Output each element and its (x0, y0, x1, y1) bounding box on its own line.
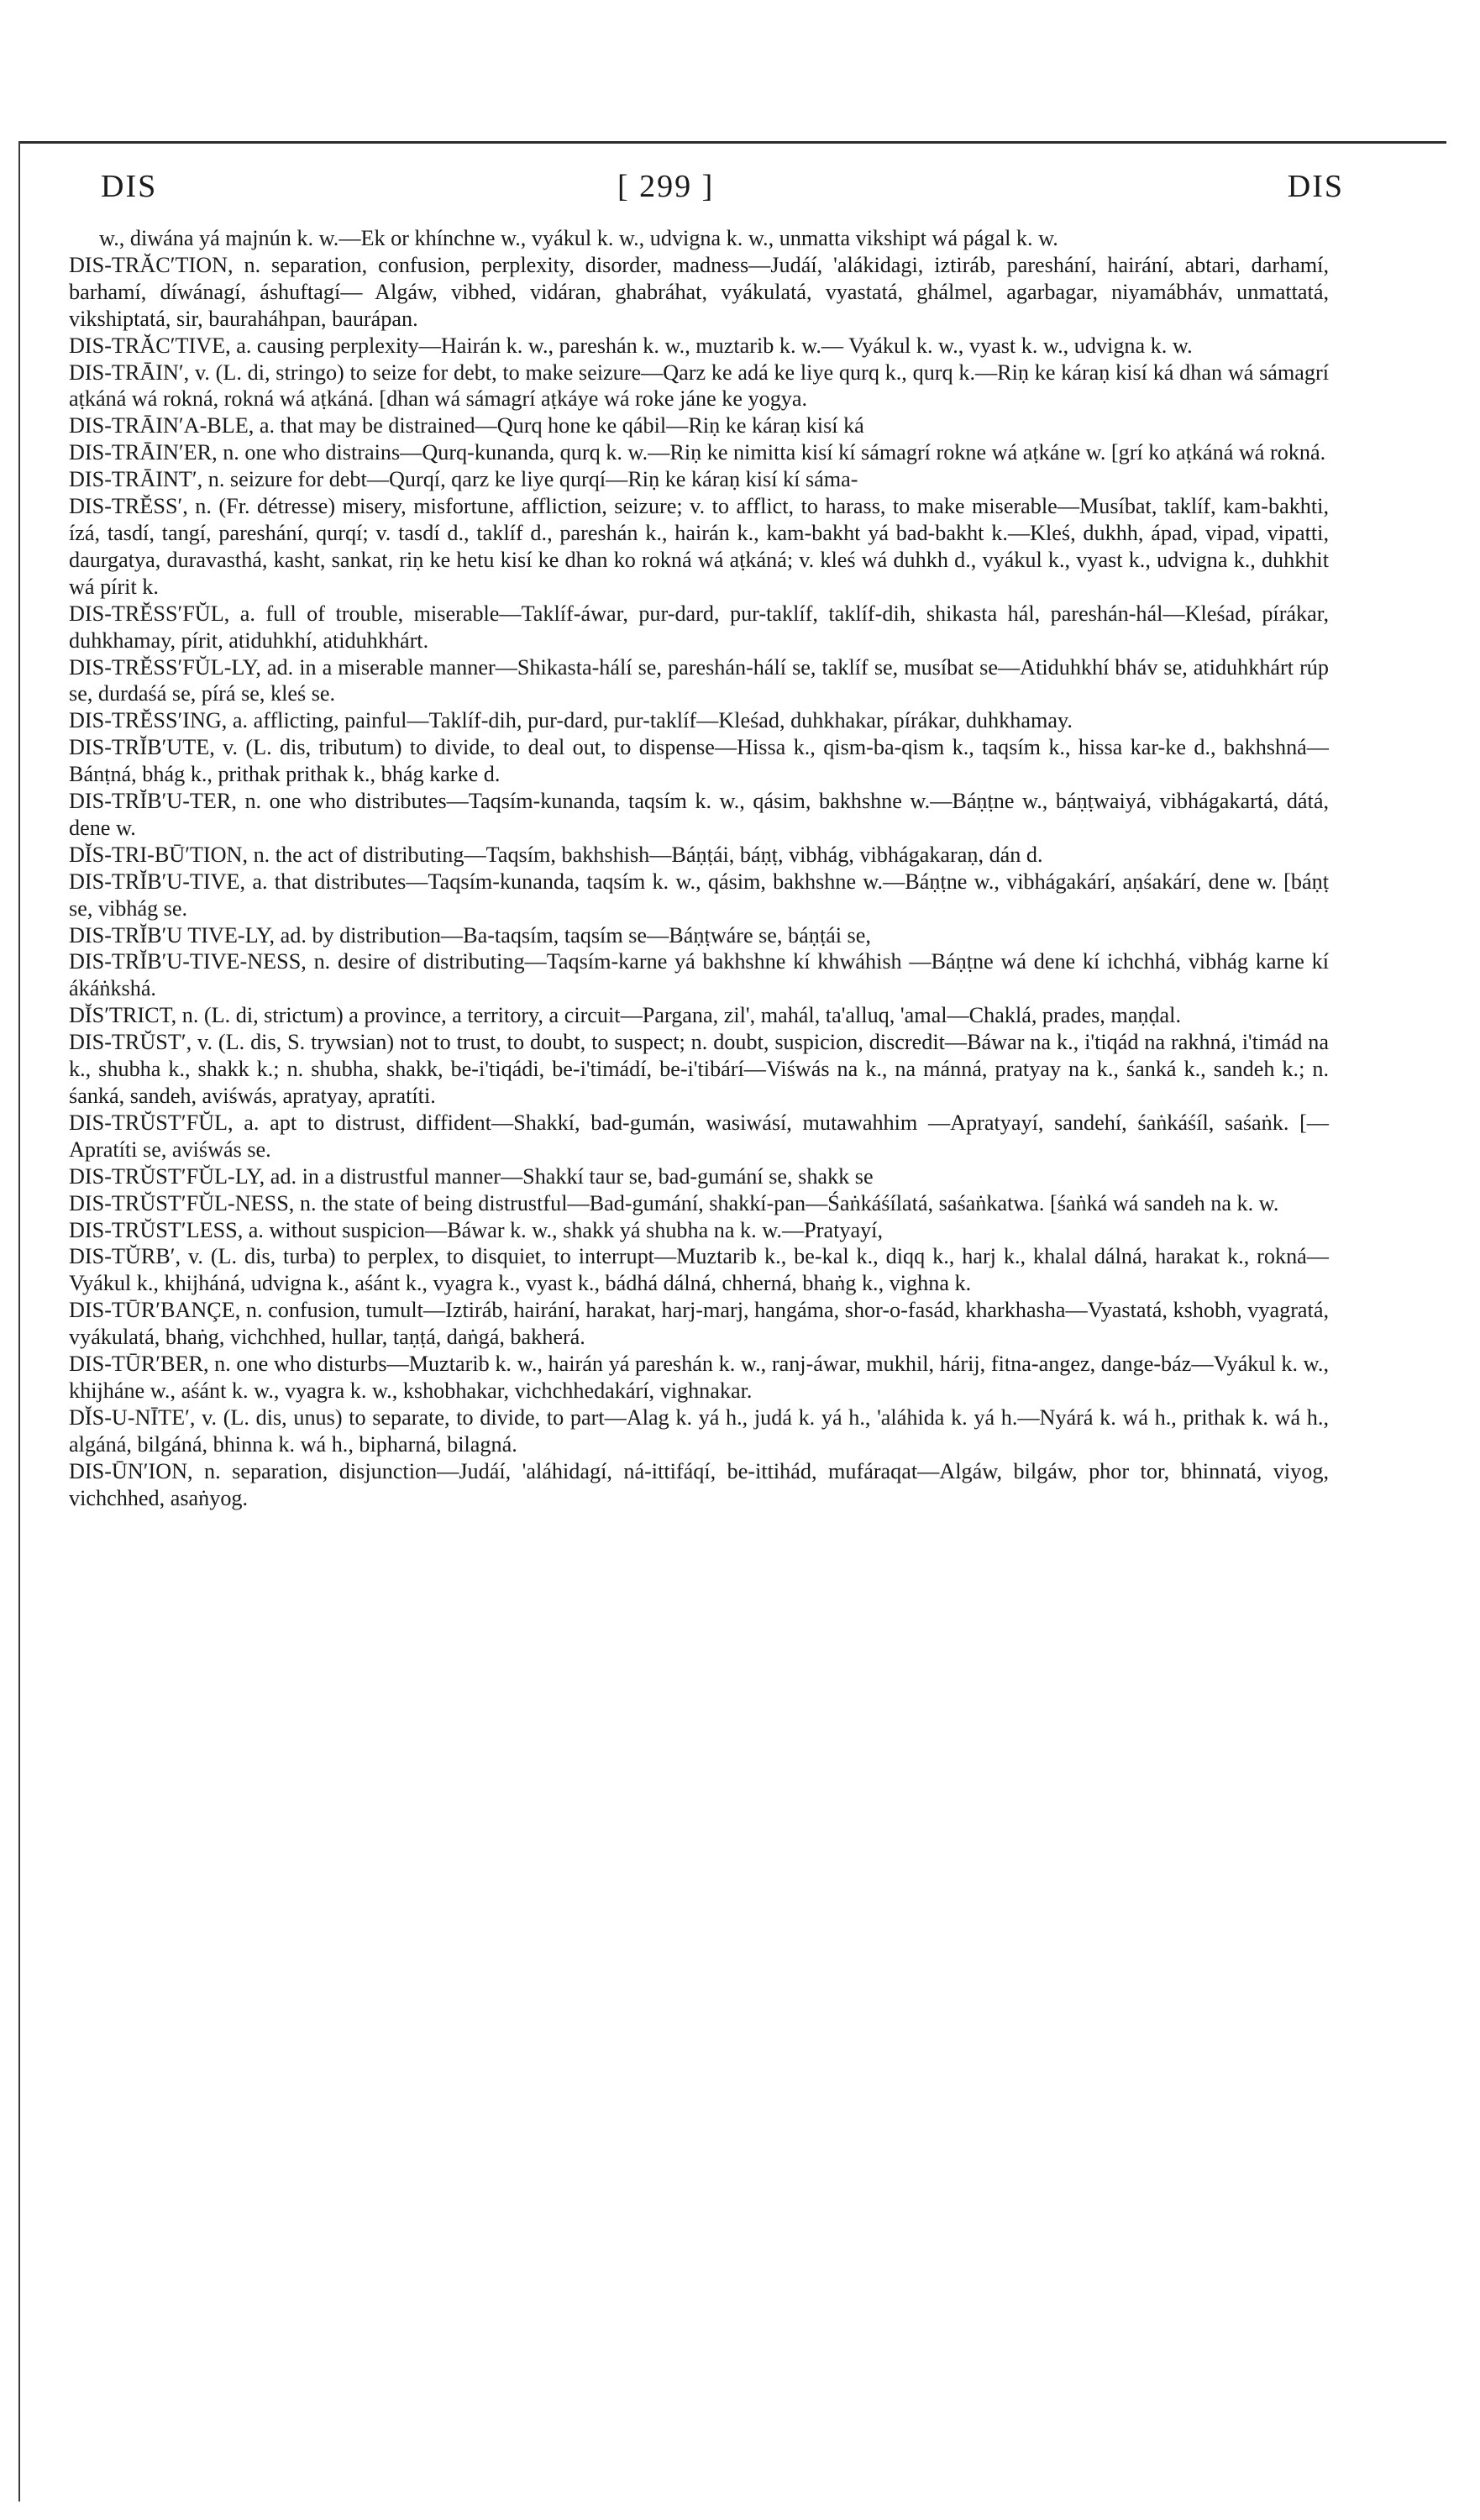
entry-distractive: DIS-TRĂC′TIVE, a. causing perplexity—Hairán k. w., pareshán k. w., muztarib k. w.— Vyákul k. w., vyast k. w., udvigna k. w. (69, 333, 1193, 358)
entry-distrust: DIS-TRŬST′, v. (L. dis, S. trywsian) not to trust, to doubt, to suspect; n. doubt, suspicion, discredit—Báwar na k., i'tiqád na rakhná, i'timád na k., shubha k., shakk k.; n. shubha, shakk, be-i'tiqádi, be-i'timádí, be-i'tibárí—Viśwás na k., na mánná, pratyay na k., śanká k., sandeh k.; n. śanká, sandeh, aviśwás, apratyay, apratíti. (69, 1030, 1329, 1108)
entry-distributive: DIS-TRĬB′U-TIVE, a. that distributes—Taqsím-kunanda, taqsím k. w., qásim, bakhshne w.—Báṇṭne w., vibhágakárí, aṇśakárí, dene w. [báṇṭ se, vibhág se. (69, 869, 1329, 921)
entry-distrustfulness: DIS-TRŬST′FŬL-NESS, n. the state of being distrustful—Bad-gumání, shakkí-pan—Śaṅkáśílatá, saśaṅkatwa. [śaṅká wá sandeh na k. w. (69, 1190, 1279, 1215)
entry-distrustful: DIS-TRŬST′FŬL, a. apt to distrust, diffident—Shakkí, bad-gumán, wasiwásí, mutawahhim —Apratyayí, sandehí, śaṅkáśíl, saśaṅk. [—Apratíti se, aviśwás se. (69, 1110, 1329, 1162)
entry-distribute: DIS-TRĬB′UTE, v. (L. dis, tributum) to divide, to deal out, to dispense—Hissa k., qism-ba-qism k., taqsím k., hissa kar-ke d., bakhshná—Bánṭná, bhág k., prithak prithak k., bhág karke d. (69, 735, 1329, 787)
entry-distressfully: DIS-TRĔSS′FŬL-LY, ad. in a miserable manner—Shikasta-hálí se, pareshán-hálí se, taklíf se, musíbat se—Atiduhkhí bháv se, atiduhkhárt rúp se, durdaśá se, pírá se, kleś se. (69, 654, 1329, 706)
page-border-left (18, 141, 20, 2502)
entry-distressing: DIS-TRĔSS′ING, a. afflicting, painful—Taklíf-dih, pur-dard, pur-taklíf—Kleśad, duhkhakar, pírákar, duhkhamay. (69, 708, 1073, 733)
entry-distributer: DIS-TRĬB′U-TER, n. one who distributes—Taqsím-kunanda, taqsím k. w., qásim, bakhshne w.—Báṇṭne w., báṇṭwaiyá, vibhágakartá, dátá, dene w. (69, 789, 1329, 840)
entry-distressful: DIS-TRĔSS′FŬL, a. full of trouble, miserable—Taklíf-áwar, pur-dard, pur-taklíf, taklíf-dih, shikasta hál, pareshán-hál—Kleśad, pírákar, duhkhamay, pírit, atiduhkhí, atiduhkhárt. (69, 601, 1329, 653)
entry-distress: DIS-TRĔSS′, n. (Fr. détresse) misery, misfortune, affliction, seizure; v. to afflict, to harass, to make miserable—Musíbat, taklíf, kam-bakhti, ízá, tasdí, tangí, pareshání, qurqí; v. tasdí d., taklíf d., pareshán k., hairán k., kam-bakht yá bad-bakht k.—Kleś, dukhh, ápad, vipad, vipatti, daurgatya, duravasthá, kasht, sankat, riṇ ke hetu kisí ke dhan ko rokná wá aṭkáná; v. kleś wá duhkh d., vyákul k., vyast k., udvigna k., duhkhit wá pírit k. (69, 494, 1329, 599)
entry-distrustless: DIS-TRŬST′LESS, a. without suspicion—Báwar k. w., shakk yá shubha na k. w.—Pratyayí, (69, 1217, 883, 1242)
page-header (101, 168, 1344, 218)
entry-disunite: DĬS-U-NĪTE′, v. (L. dis, unus) to separate, to divide, to part—Alag k. yá h., judá k. yá h., 'aláhida k. yá h.—Nyárá k. wá h., prithak k. wá h., algáná, bilgáná, bhinna k. wá h., bipharná, bilagná. (69, 1404, 1329, 1457)
entry-disturbance: DIS-TŪR′BANÇE, n. confusion, tumult—Iztiráb, hairání, harakat, harj-marj, hangáma, shor-o-fasád, kharkhasha—Vyastatá, kshobh, vyagratá, vyákulatá, bhaṅg, vichchhed, hullar, taṇṭá, daṅgá, bakherá. (69, 1298, 1329, 1350)
entry-continuation: w., diwána yá majnún k. w.—Ek or khínchne w., vyákul k. w., udvigna k. w., unmatta vikshipt wá págal k. w. (99, 226, 1058, 250)
entry-distrainer: DIS-TRĀIN′ER, n. one who distrains—Qurq-kunanda, qurq k. w.—Riṇ ke nimitta kisí kí sámagrí rokne wá aṭkáne w. [grí ko aṭkáná wá rokná. (69, 440, 1326, 465)
page-number: [ 299 ] (617, 169, 715, 204)
entry-distraint: DIS-TRĀINT′, n. seizure for debt—Qurqí, qarz ke liye qurqí—Riṇ ke káraṇ kisí kí sáma- (69, 467, 858, 492)
entry-distribution: DĬS-TRI-BŪ′TION, n. the act of distributing—Taqsím, bakhshish—Báṇṭái, báṇṭ, vibhág, vibhágakaraṇ, dán d. (69, 842, 1043, 867)
entry-distrain: DIS-TRĀIN′, v. (L. di, stringo) to seize for debt, to make seizure—Qarz ke adá ke liye qurq k., qurq k.—Riṇ ke káraṇ kisí ká dhan wá sámagrí aṭkáná wá rokná, rokná wá aṭkáná. [dhan wá sámagrí aṭkáye wá roke jáne ke yogya. (69, 360, 1329, 412)
entry-distributively: DIS-TRĬB′U TIVE-LY, ad. by distribution—Ba-taqsím, taqsím se—Báṇṭwáre se, báṇṭái se, (69, 922, 871, 948)
entry-distraction: DIS-TRĂC′TION, n. separation, confusion, perplexity, disorder, madness—Judáí, 'alákidagi, iztiráb, pareshání, hairání, abtari, darhamí, barhamí, díwánagí, áshuftagí— Algáw, vibhed, vidáran, ghabráhat, vyákulatá, vyastatá, ghálmel, agarbagar, niyamábháv, unmattatá, vikshiptatá, sir, bauraháhpan, baurápan. (69, 252, 1329, 331)
entry-distrainable: DIS-TRĀIN′A-BLE, a. that may be distrained—Qurq hone ke qábil—Riṇ ke káraṇ kisí ká (69, 413, 864, 438)
entry-disunion: DIS-ŪN′ION, n. separation, disjunction—Judáí, 'aláhidagí, ná-ittifáqí, be-ittihád, mufáraqat—Algáw, bilgáw, phor tor, bhinnatá, viyog, vichchhed, asaṅyog. (69, 1458, 1329, 1510)
entry-disturber: DIS-TŪR′BER, n. one who disturbs—Muztarib k. w., hairán yá pareshán k. w., ranj-áwar, mukhil, hárij, fitna-angez, dange-báz—Vyákul k. w., khijháne w., aśánt k. w., vyagra k. w., kshobhakar, vichchhedakárí, vighnakar. (69, 1352, 1329, 1403)
page-border-top (18, 141, 1446, 144)
header-left-guideword: DIS (101, 169, 158, 204)
entry-district: DĬS′TRICT, n. (L. di, strictum) a province, a territory, a circuit—Pargana, zil', mahál, ta'alluq, 'amal—Chaklá, prades, maṇḍal. (69, 1003, 1182, 1028)
entry-distrustfully: DIS-TRŬST′FŬL-LY, ad. in a distrustful manner—Shakkí taur se, bad-gumání se, shakk se (69, 1163, 874, 1189)
dictionary-column (69, 225, 1329, 1512)
header-right-guideword: DIS (1287, 169, 1344, 204)
entry-distributiveness: DIS-TRĬB′U-TIVE-NESS, n. desire of distributing—Taqsím-karne yá bakhshne kí khwáhish —Báṇṭne wá dene kí ichchhá, vibhág karne kí ákáṅkshá. (69, 949, 1329, 1001)
entry-disturb: DIS-TŬRB′, v. (L. dis, turba) to perplex, to disquiet, to interrupt—Muztarib k., be-kal k., diqq k., harj k., khalal dálná, harakat k., rokná—Vyákul k., khijháná, udvigna k., aśánt k., vyagra k., vyast k., bádhá dálná, chherná, bhaṅg k., vighna k. (69, 1244, 1329, 1296)
